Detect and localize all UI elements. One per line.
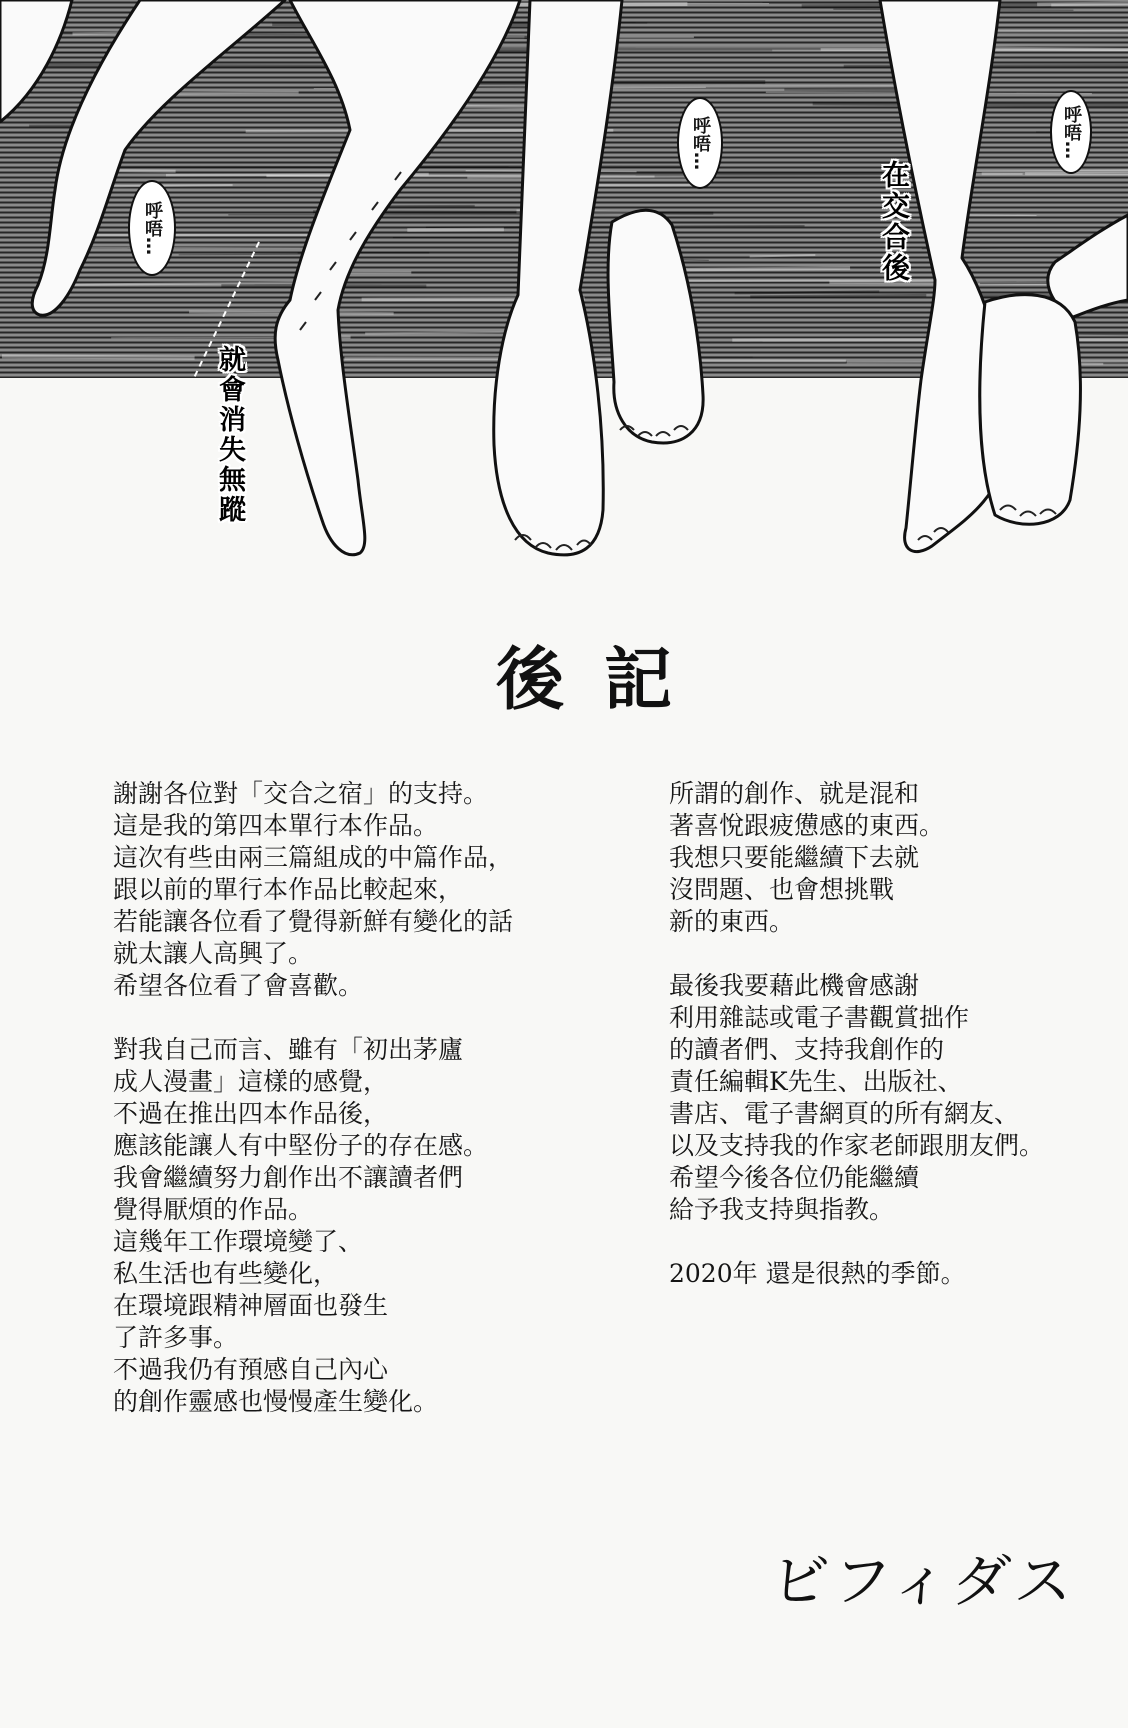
sound-bubble-left	[128, 180, 176, 276]
text-line: 這幾年工作環境變了、	[113, 1227, 364, 1256]
text-line: 給予我支持與指教。	[669, 1195, 895, 1224]
text-line: 這次有些由兩三篇組成的中篇作品，	[113, 843, 514, 872]
text-line: 了許多事。	[113, 1323, 239, 1352]
paragraph	[113, 1034, 543, 1418]
date-line: 2020年 還是很熱的季節。	[669, 1259, 966, 1288]
text-line: 在環境跟精神層面也發生	[113, 1291, 389, 1320]
wood-grain-streak	[2, 356, 195, 357]
wood-grain-streak	[80, 167, 549, 168]
text-line: 這是我的第四本單行本作品。	[113, 811, 439, 840]
wood-grain-streak	[176, 92, 298, 93]
paragraph	[113, 778, 543, 1002]
paragraph	[669, 970, 1109, 1226]
wood-grain-streak	[678, 268, 851, 270]
text-line: 覺得厭煩的作品。	[113, 1195, 314, 1224]
afterword-title: 後記	[496, 640, 713, 720]
text-line: 跟以前的單行本作品比較起來，	[113, 875, 464, 904]
text-line: 不過在推出四本作品後，	[113, 1099, 389, 1128]
text-line: 以及支持我的作家老師跟朋友們。	[669, 1131, 1045, 1160]
date-paragraph	[669, 1258, 1109, 1290]
wood-grain-streak	[600, 86, 917, 87]
wood-grain-streak	[735, 292, 880, 294]
text-line: 的創作靈感也慢慢產生變化。	[113, 1387, 439, 1416]
text-line: 著喜悅跟疲憊感的東西。	[669, 811, 945, 840]
text-line: 沒問題、也會想挑戰	[669, 875, 895, 904]
sound-bubble-text: 呼唔…	[690, 116, 711, 170]
far-right-foot	[980, 295, 1081, 525]
wood-grain-streak	[1037, 3, 1128, 4]
text-line: 應該能讓人有中堅份子的存在感。	[113, 1131, 489, 1160]
author-signature: ビフィダス	[768, 1547, 1079, 1615]
text-line: 希望各位看了會喜歡。	[113, 971, 364, 1000]
text-line: 的讀者們、支持我創作的	[669, 1035, 945, 1064]
sound-bubble-right	[1050, 90, 1092, 174]
wood-grain-streak	[750, 295, 926, 296]
afterword-right-column	[669, 778, 1109, 1322]
text-line: 若能讓各位看了覺得新鮮有變化的話	[113, 907, 514, 936]
text-line: 最後我要藉此機會感謝	[669, 971, 920, 1000]
caption-vanish: 就會消失無蹤	[214, 345, 245, 525]
feet-illustration	[0, 0, 1128, 600]
text-line: 成人漫畫」這樣的感覺，	[113, 1067, 389, 1096]
wood-grain-streak	[679, 280, 972, 281]
sound-bubble-text: 呼唔…	[142, 201, 163, 255]
text-line: 所謂的創作、就是混和	[669, 779, 920, 808]
afterword-left-column	[113, 778, 543, 1450]
text-line: 新的東西。	[669, 907, 795, 936]
text-line: 責任編輯K先生、出版社、	[669, 1067, 963, 1096]
text-line: 我會繼續努力創作出不讓讀者們	[113, 1163, 464, 1192]
text-line: 利用雜誌或電子書觀賞拙作	[669, 1003, 970, 1032]
text-line: 謝謝各位對「交合之宿」的支持。	[113, 779, 489, 808]
text-line: 我想只要能繼續下去就	[669, 843, 920, 872]
text-line: 私生活也有些變化，	[113, 1259, 339, 1288]
text-line: 對我自己而言、雖有「初出茅廬	[113, 1035, 464, 1064]
text-line: 希望今後各位仍能繼續	[669, 1163, 920, 1192]
sound-bubble-middle	[677, 97, 723, 189]
sound-bubble-text: 呼唔…	[1061, 105, 1082, 159]
caption-after-intercourse: 在交合後	[878, 160, 911, 284]
text-line: 書店、電子書網頁的所有網友、	[669, 1099, 1020, 1128]
paragraph	[669, 778, 1109, 938]
text-line: 不過我仍有預感自己內心	[113, 1355, 389, 1384]
text-line: 就太讓人高興了。	[113, 939, 314, 968]
